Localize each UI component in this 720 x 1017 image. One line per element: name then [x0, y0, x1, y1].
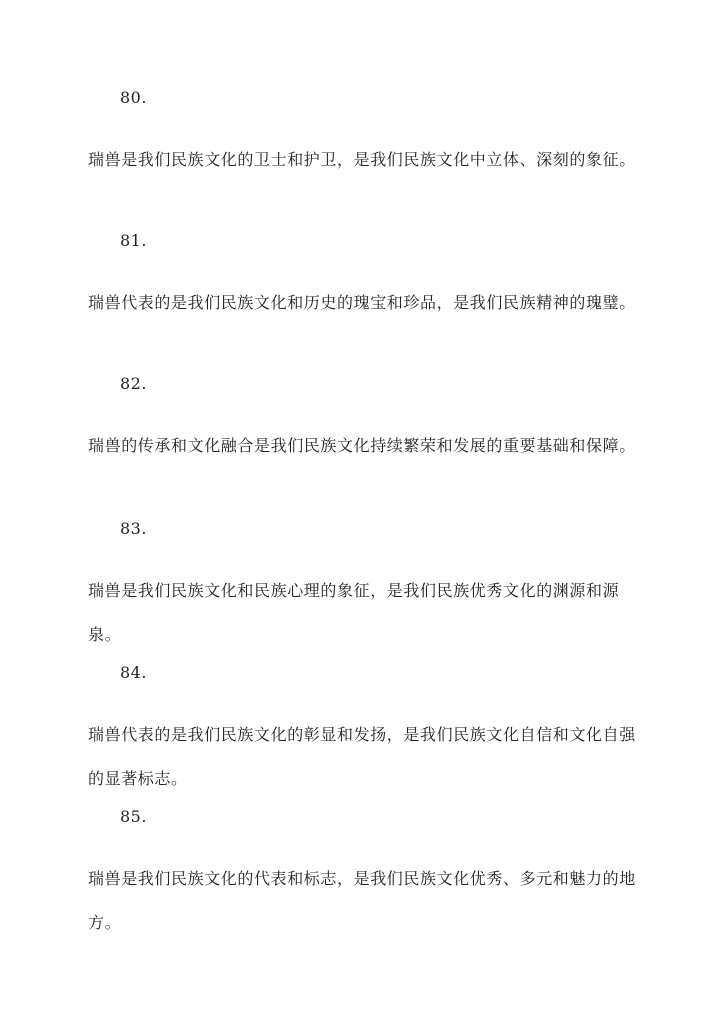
item-number: 85. — [120, 807, 147, 826]
item-number: 84. — [120, 663, 147, 682]
item-number: 83. — [120, 519, 147, 538]
item-text: 瑞兽的传承和文化融合是我们民族文化持续繁荣和发展的重要基础和保障。 — [88, 436, 636, 455]
item-text: 瑞兽代表的是我们民族文化和历史的瑰宝和珍品，是我们民族精神的瑰璧。 — [88, 293, 636, 312]
item-text: 瑞兽是我们民族文化的代表和标志，是我们民族文化优秀、多元和魅力的地方。 — [88, 869, 636, 932]
item-text: 瑞兽是我们民族文化的卫士和护卫，是我们民族文化中立体、深刻的象征。 — [88, 150, 636, 169]
item-number: 82. — [120, 374, 147, 393]
item-number: 80. — [120, 88, 147, 107]
item-text: 瑞兽代表的是我们民族文化的彰显和发扬，是我们民族文化自信和文化自强的显著标志。 — [88, 725, 636, 788]
item-text: 瑞兽是我们民族文化和民族心理的象征，是我们民族优秀文化的渊源和源泉。 — [88, 581, 620, 644]
item-number: 81. — [120, 231, 147, 250]
